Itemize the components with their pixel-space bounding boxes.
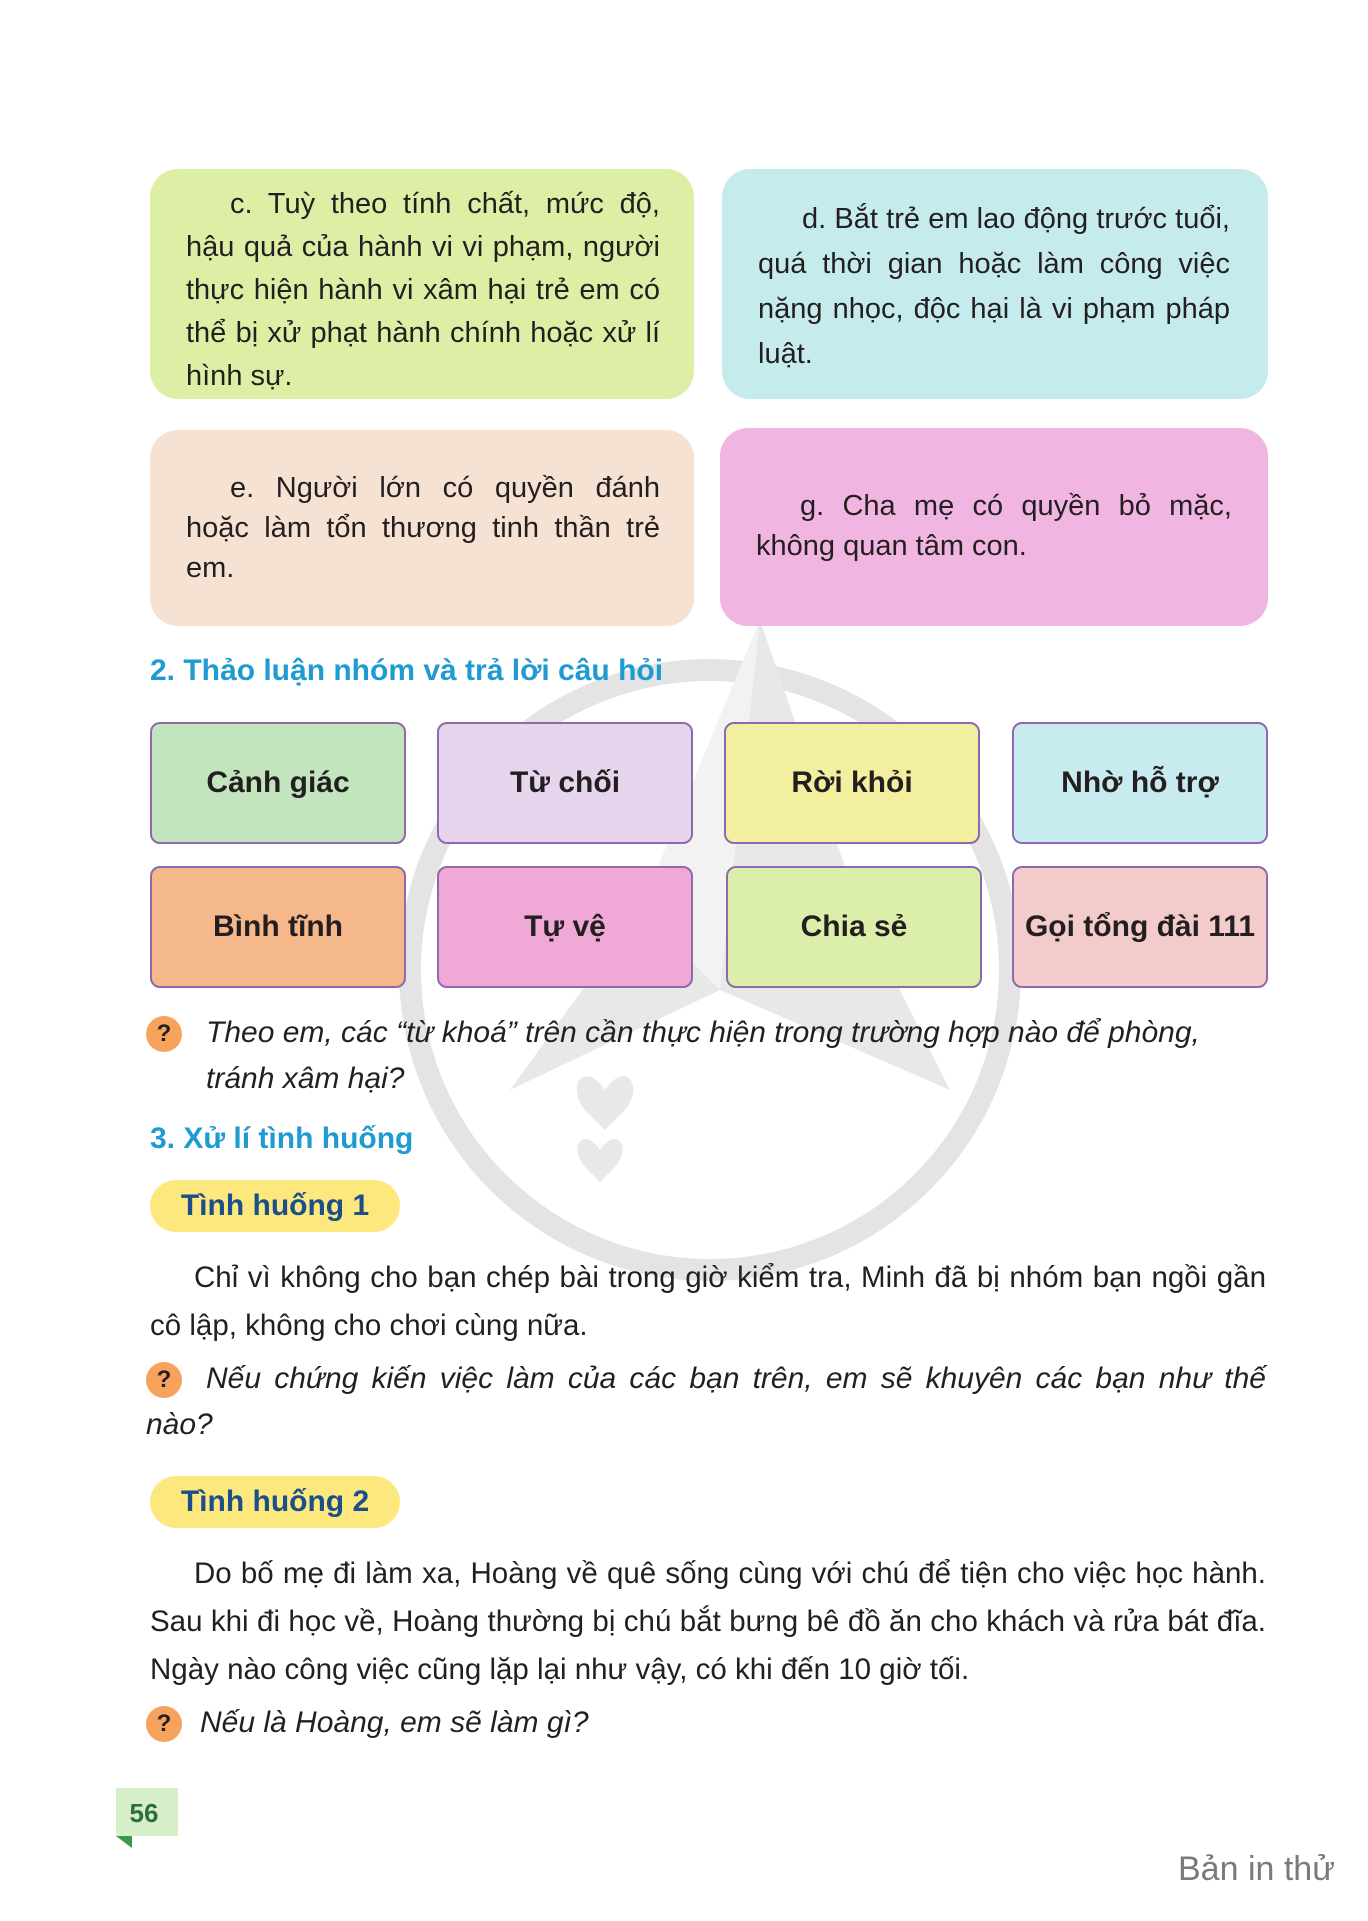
section-3-heading: 3. Xử lí tình huống xyxy=(150,1122,414,1155)
statement-card-e xyxy=(150,430,694,626)
keyword-box-binh-tinh: Bình tĩnh xyxy=(150,866,406,988)
statement-text-g: g. Cha mẹ có quyền bỏ mặc, không quan tâm con. xyxy=(756,490,1232,562)
situation-1-label: Tình huống 1 xyxy=(150,1180,400,1232)
question-situation-2-text: Nếu là Hoàng, em sẽ làm gì? xyxy=(200,1706,589,1739)
statement-card-g xyxy=(720,428,1268,626)
page-number: 56 xyxy=(129,1798,159,1828)
question-mark-icon: ? xyxy=(146,1016,182,1052)
situation-2-label: Tình huống 2 xyxy=(150,1476,400,1528)
statement-text-e: e. Người lớn có quyền đánh hoặc làm tổn thương tinh thần trẻ em. xyxy=(186,472,660,584)
question-mark-icon: ? xyxy=(146,1706,182,1742)
situation-1-text: Chỉ vì không cho bạn chép bài trong giờ kiểm tra, Minh đã bị nhóm bạn ngồi gần cô lập, không cho chơi cùng nữa. xyxy=(150,1261,1266,1342)
situation-2-text: Do bố mẹ đi làm xa, Hoàng về quê sống cùng với chú để tiện cho việc học hành. Sau khi đi học về, Hoàng thường bị chú bắt bưng bê đồ ăn cho khách và rửa bát đĩa. Ngày nào công việc cũng lặp lại như vậy, có khi đến 10 giờ tối. xyxy=(150,1557,1266,1686)
statement-card-d xyxy=(722,169,1268,399)
proof-label: Bản in thử xyxy=(1178,1850,1335,1888)
statement-text-c: c. Tuỳ theo tính chất, mức độ, hậu quả của hành vi vi phạm, người thực hiện hành vi xâm hại trẻ em có thể bị xử phạt hành chính hoặc xử lí hình sự. xyxy=(186,188,660,392)
statement-card-c xyxy=(150,169,694,399)
keyword-box-tu-choi: Từ chối xyxy=(437,722,693,844)
keyword-box-chia-se: Chia sẻ xyxy=(726,866,982,988)
question-mark-icon: ? xyxy=(146,1362,182,1398)
question-keywords-text: Theo em, các “từ khoá” trên cần thực hiện trong trường hợp nào để phòng, tránh xâm hại? xyxy=(206,1016,1200,1095)
keyword-box-canh-giac: Cảnh giác xyxy=(150,722,406,844)
question-situation-1 xyxy=(146,1356,1266,1448)
section-2-heading: 2. Thảo luận nhóm và trả lời câu hỏi xyxy=(150,654,664,687)
statement-text-d: d. Bắt trẻ em lao động trước tuổi, quá thời gian hoặc làm công việc nặng nhọc, độc hại là vi phạm pháp luật. xyxy=(758,203,1230,370)
keyword-box-goi-tong-dai: Gọi tổng đài 111 xyxy=(1012,866,1268,988)
keyword-box-nho-ho-tro: Nhờ hỗ trợ xyxy=(1012,722,1268,844)
question-situation-1-text: Nếu chứng kiến việc làm của các bạn trên, em sẽ khuyên các bạn như thế nào? xyxy=(146,1362,1266,1441)
question-keywords xyxy=(146,1010,1266,1102)
question-situation-2 xyxy=(146,1700,1266,1746)
keyword-box-tu-ve: Tự vệ xyxy=(437,866,693,988)
keyword-box-roi-khoi: Rời khỏi xyxy=(724,722,980,844)
